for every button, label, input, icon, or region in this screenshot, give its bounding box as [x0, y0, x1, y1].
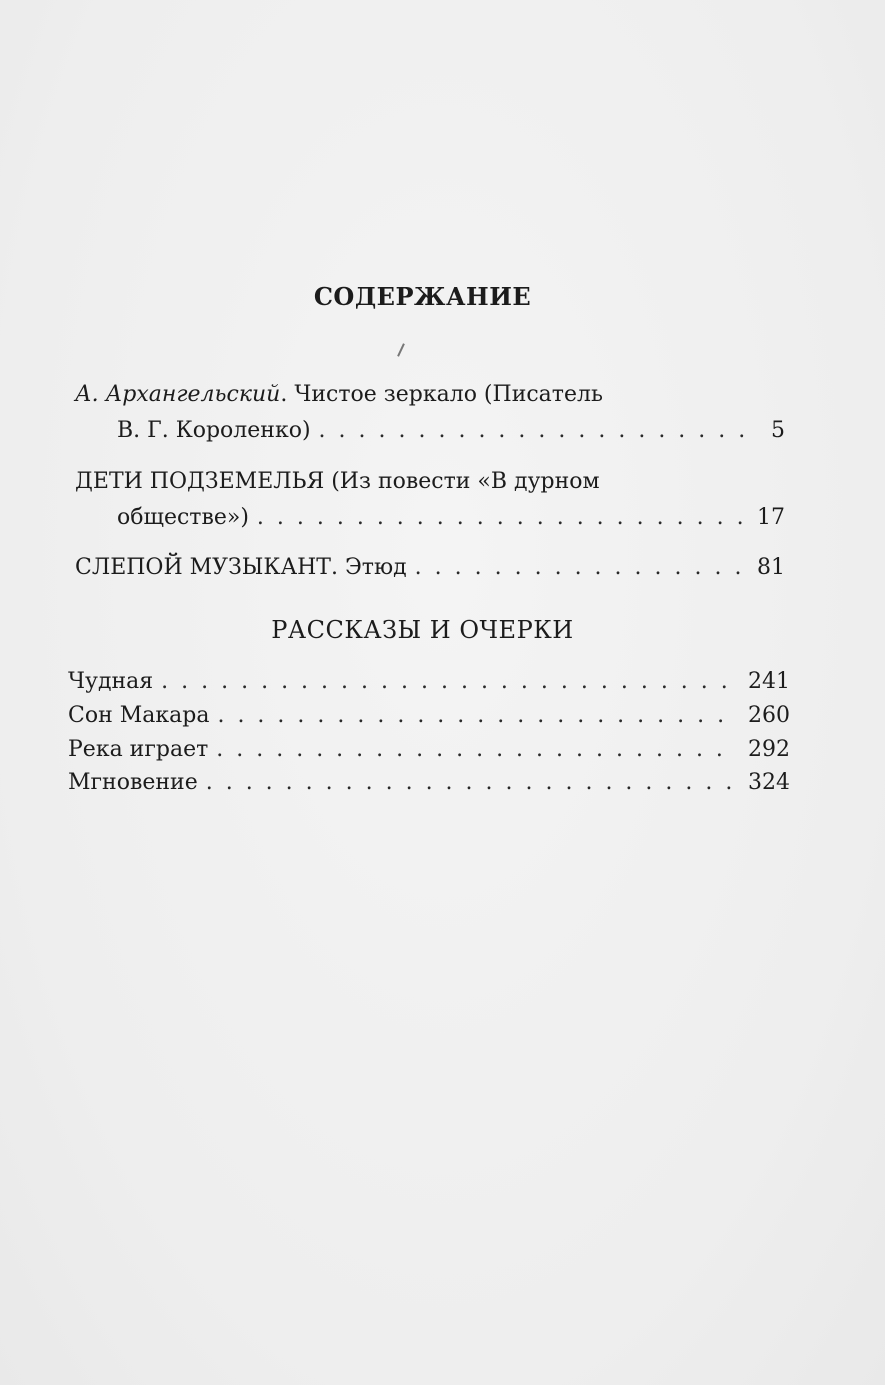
entry-page-number: 81: [757, 555, 785, 580]
entry-title-line2: В. Г. Короленко): [117, 418, 311, 443]
entry-page-number: 260: [748, 703, 790, 728]
toc-entry: [75, 380, 785, 446]
leader-dots: [206, 768, 736, 798]
entry-author: А. Архангельский: [75, 382, 281, 407]
toc-entry: [68, 667, 790, 697]
section-heading: РАССКАЗЫ И ОЧЕРКИ: [271, 616, 574, 644]
entry-page-number: 5: [771, 418, 785, 443]
toc-entry-line-1: [75, 380, 785, 410]
entry-title: СЛЕПОЙ МУЗЫКАНТ. Этюд: [75, 555, 407, 580]
leader-dots: [217, 701, 736, 731]
toc-entry: [75, 467, 785, 533]
leader-dots: [415, 553, 747, 583]
toc-entry-line: [68, 701, 790, 731]
ink-mark: [397, 343, 405, 357]
toc-entry-line-2: [75, 503, 785, 533]
toc-entry-line: [68, 735, 790, 765]
toc-entry-line-1: [75, 553, 785, 583]
entry-title: Мгновение: [68, 770, 198, 795]
entry-title-line1: Чистое зеркало (Писатель: [294, 382, 603, 407]
leader-dots: [161, 667, 736, 697]
toc-entry-line-2: [75, 416, 785, 446]
entry-author-period: .: [280, 382, 295, 407]
entry-title-line2: обществе»): [117, 505, 249, 530]
toc-entry-line-1: [75, 467, 785, 497]
entry-title-line1: ДЕТИ ПОДЗЕМЕЛЬЯ (Из повести «В дурном: [75, 469, 600, 494]
entry-page-number: 292: [748, 737, 790, 762]
leader-dots: [257, 503, 747, 533]
leader-dots: [216, 735, 736, 765]
entry-page-number: 17: [757, 505, 785, 530]
entry-title: Река играет: [68, 737, 209, 762]
contents-heading: СОДЕРЖАНИЕ: [313, 282, 532, 311]
toc-entry-line: [68, 667, 790, 697]
toc-entry-line: [68, 768, 790, 798]
entry-page-number: 241: [748, 669, 790, 694]
leader-dots: [319, 416, 747, 446]
toc-entry: [75, 553, 785, 583]
toc-entry: [68, 735, 790, 765]
entry-title: Чудная: [68, 669, 154, 694]
toc-entry: [68, 768, 790, 798]
toc-entry: [68, 701, 790, 731]
entry-title: Сон Макара: [68, 703, 210, 728]
entry-page-number: 324: [748, 770, 790, 795]
